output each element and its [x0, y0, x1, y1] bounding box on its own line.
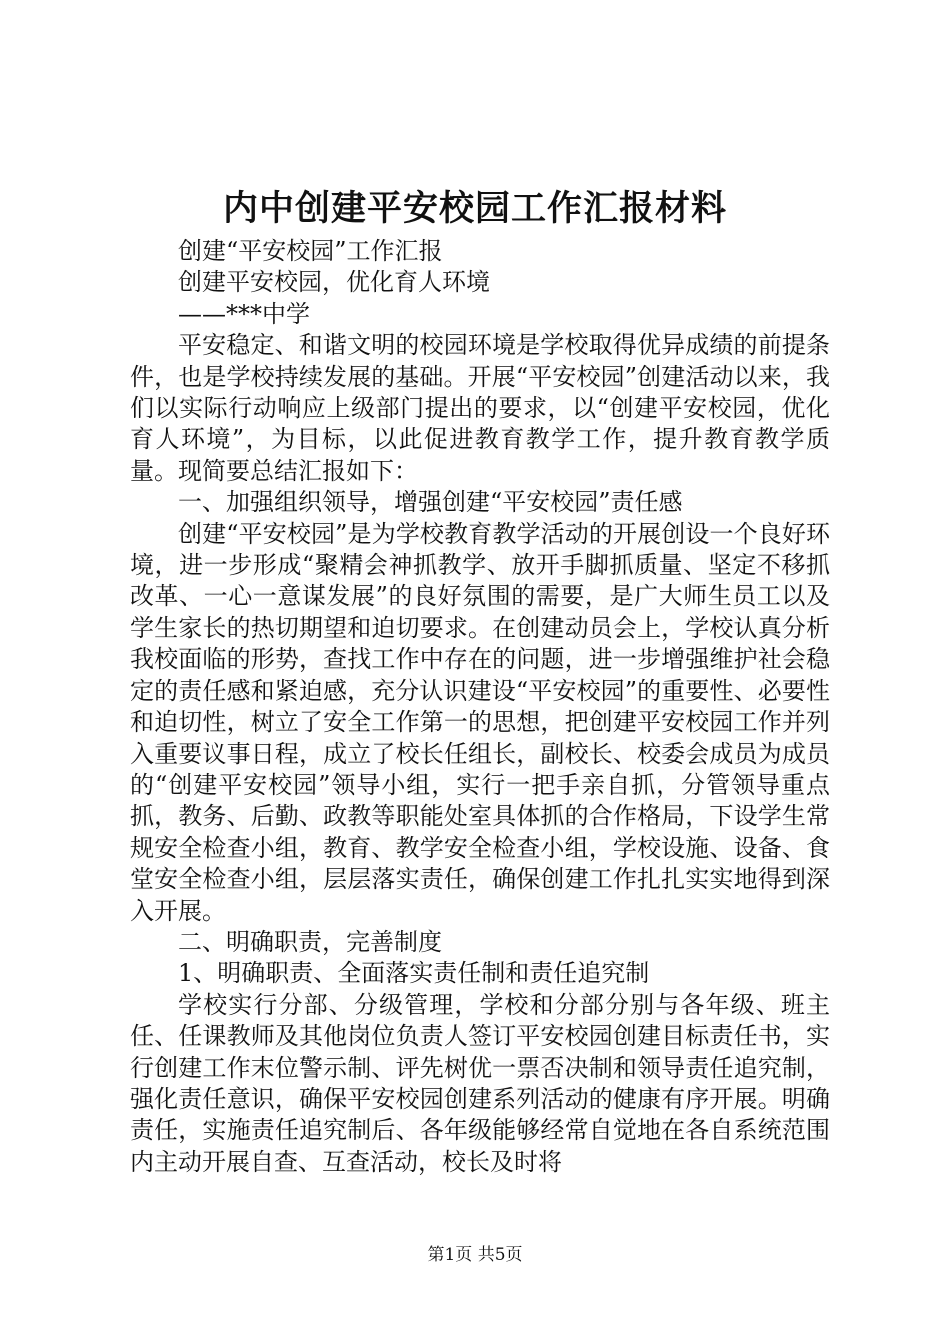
page-footer: 第1页 共5页: [427, 1245, 523, 1265]
paragraph-subtitle: 创建平安校园，优化育人环境: [178, 268, 490, 297]
paragraph-school-name: ——***中学: [178, 299, 310, 328]
paragraph-introduction: 平安稳定、和谐文明的校园环境是学校取得优异成绩的前提条件，也是学校持续发展的基础。开展“平安校园”创建活动以来，我们以实际行动响应上级部门提出的要求，以“创建平安校园，优化育人环境”，为目标，以此促进教育教学工作，提升教育教学质量。现简要总结汇报如下：: [130, 331, 830, 485]
section-heading-2: 二、明确职责，完善制度: [178, 927, 442, 956]
document-body: [130, 236, 830, 1178]
document-title: 内中创建平安校园工作汇报材料: [222, 188, 727, 229]
section-heading-1: 一、加强组织领导，增强创建“平安校园”责任感: [178, 488, 683, 517]
paragraph-section-1: 创建“平安校园”是为学校教育教学活动的开展创设一个良好环境，进一步形成“聚精会神抓教学、放开手脚抓质量、坚定不移抓改革、一心一意谋发展”的良好氛围的需要，是广大师生员工以及学生家长的热切期望和迫切要求。在创建动员会上，学校认真分析我校面临的形势，查找工作中存在的问题，进一步增强维护社会稳定的责任感和紧迫感，充分认识建设“平安校园”的重要性、必要性和迫切性，树立了安全工作第一的思想，把创建平安校园工作并列入重要议事日程，成立了校长任组长，副校长、校委会成员为成员的“创建平安校园”领导小组，实行一把手亲自抓，分管领导重点抓，教务、后勤、政教等职能处室具体抓的合作格局，下设学生常规安全检查小组，教育、教学安全检查小组，学校设施、设备、食堂安全检查小组，层层落实责任，确保创建工作扎扎实实地得到深入开展。: [130, 519, 830, 925]
paragraph-subsection-2-1: 学校实行分部、分级管理，学校和分部分别与各年级、班主任、任课教师及其他岗位负责人签订平安校园创建目标责任书，实行创建工作末位警示制、评先树优一票否决制和领导责任追究制，强化责任意识，确保平安校园创建系列活动的健康有序开展。明确责任，实施责任追究制后、各年级能够经常自觉地在各自系统范围内主动开展自查、互查活动，校长及时将: [130, 990, 830, 1176]
subsection-heading-2-1: 1、明确职责、全面落实责任制和责任追究制: [178, 959, 650, 988]
paragraph-report-heading: 创建“平安校园”工作汇报: [178, 237, 443, 265]
